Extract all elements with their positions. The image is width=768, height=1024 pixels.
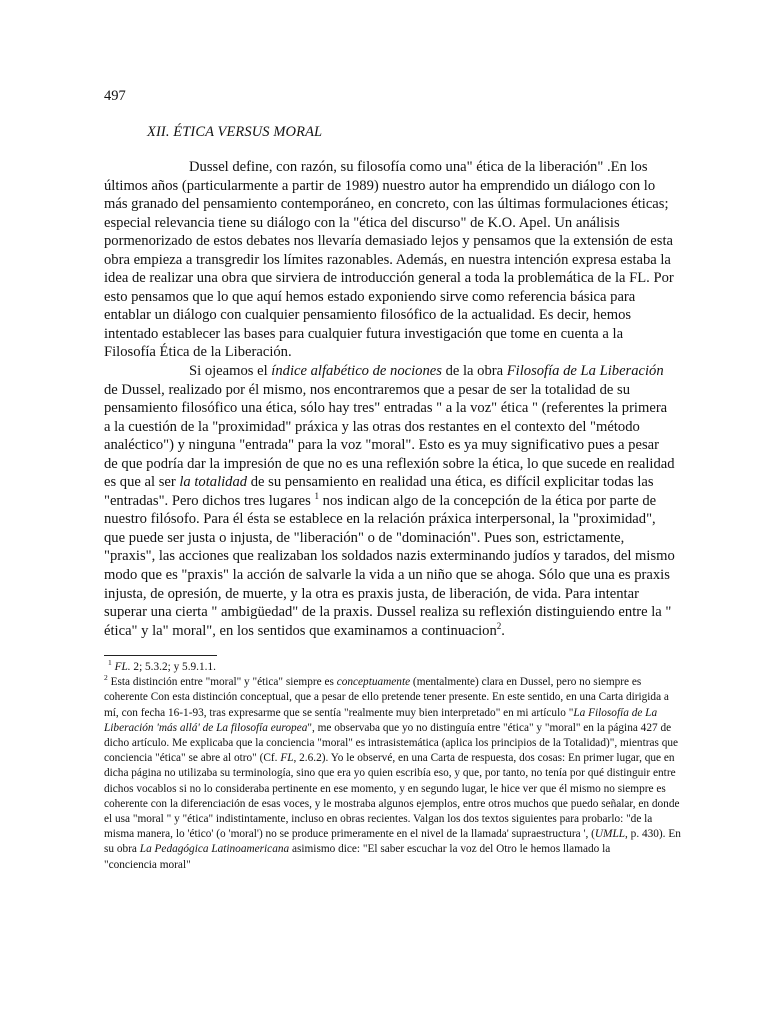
paragraph-2-italic: la totalidad	[179, 474, 248, 491]
footnote-italic: La Filosofía de La Liberación 'más allá' de La filosofía europea	[104, 706, 658, 734]
footnote-text: , 2.6.2). Yo le observé, en una Carta de respuesta, dos cosas: En primer lugar, que en dicha página no utilizaba su terminología, sino que era yo quien escribía eso, y que, por tanto, no tenía por qué distinguir entre dichos vocablos si no lo consideraba pertinente en ese momento, y en segundo lugar, le hice ver que él mismo no siempre es coherente con la diferenciación de esas voces, y le mostraba algunos ejemplos, entre otros muchos que puedo señalar, en donde el usa "moral " y "ética" indistintamente, incluso en obras recientes. Valgan los dos textos siguientes para probarlo: "de la misma manera, lo 'ético' (o 'moral') no se produce primeramente en el nivel de la llamada' supraestructura ', (	[104, 752, 680, 841]
paragraph-2	[104, 362, 676, 640]
footnote-text: , p. 430). En su obra	[104, 828, 681, 856]
footnote-text: asimismo dice: "El saber escuchar la voz del Otro le hemos llamado la	[289, 843, 611, 856]
paragraph-2-text: de su pensamiento en realidad una ética, es difícil explicitar todas las "entradas". Pero dichos tres lugares	[104, 474, 654, 509]
footnote-ref-2: 2	[496, 620, 502, 631]
footnote-ref-1: 1	[314, 490, 319, 501]
paragraph-2-text: .	[501, 622, 505, 639]
footnote-text: ", me observaba que yo no distinguía entre "ética" y "moral" en la página 427 de dicho artículo. Me explicaba que la conciencia "moral" es intrasistemática (aplica los principios de la Totalidad)", mientras que conciencia "ética" se abre al otro" (Cf.	[104, 721, 679, 765]
paragraph-2-text: nos indican algo de la concepción de la ética por parte de nuestro filósofo. Para él ésta se establece en la relación práxica interpersonal, la "proximidad", que puede ser justa o injusta, de "liberación" o de "dominación". Pues son, estrictamente, "praxis", las acciones que realizaban los soldados nazis exterminando judíos y tarados, del mismo modo que es "praxis" la acción de salvarle la vida a un niño que se ahoga. Sólo que una es praxis injusta, de opresión, de muerte, y la otra es praxis justa, de liberación, de vida. Para intentar superar una cierta " ambigüedad" de la praxis. Dussel realiza su reflexión distinguiendo entre la " ética" y la" moral", en los sentidos que examinamos a continuacion	[104, 492, 675, 639]
footnote-2	[104, 675, 684, 857]
footnote-text: Esta distinción entre "moral" y "ética" siempre es	[107, 676, 337, 689]
footnote-italic: La Pedagógica Latinoamericana	[139, 843, 290, 856]
footnote-number: 2	[104, 673, 108, 683]
page-number: 497	[104, 88, 126, 104]
paragraph-1: Dussel define, con razón, su filosofía como una" ética de la liberación" .En los últimos años (particularmente a partir de 1989) nuestro autor ha emprendido un diálogo con lo más granado del pensamiento contemporáneo, en concreto, con las últimas formulaciones éticas; especial relevancia tiene su diálogo con la "ética del discurso" de K.O. Apel. Un análisis pormenorizado de estos debates nos llevaría demasiado lejos y pensamos que la extensión de esta obra empieza a transgredir los límites razonables. Además, en nuestra intención expresa estaba la idea de realizar una obra que sirviera de introducción general a toda la problemática de la FL. Por esto pensamos que lo que aquí hemos estado exponiendo sirve como referencia básica para entablar un diálogo con cualquier pensamiento filosófico de la actualidad. Es decir, hemos intentado establecer las bases para cualquier futura investigación que tome en cuenta a la Filosofía Ética de la Liberación.	[104, 159, 674, 361]
paragraph-2-text: de la obra	[441, 363, 507, 380]
footnote-italic: conceptuamente	[336, 676, 411, 689]
footnote-2-continuation: "conciencia moral"	[104, 858, 191, 871]
footnote-number: 1	[108, 658, 112, 668]
body-text	[104, 158, 676, 640]
section-title: XII. ÉTICA VERSUS MORAL	[147, 124, 323, 140]
footnote-italic: FL	[280, 752, 294, 765]
paragraph-2-text: Si ojeamos el	[189, 363, 272, 380]
footnote-divider	[104, 655, 217, 656]
footnotes	[104, 660, 684, 873]
footnote-text: (mentalmente) clara en Dussel, pero no siempre es coherente Con esta distinción conceptual, que a pesar de ello pretende tener presente. En este sentido, en una Carta dirigida a mí, con fecha 16-1-93, tras expresarme que se sentía "realmente muy bien interpretado" en mi artículo "	[104, 676, 669, 719]
paragraph-2-text: de Dussel, realizado por él mismo, nos encontraremos que a pesar de ser la totalidad de su pensamiento filosófico una ética, sólo hay tres" entradas " a la voz" ética " (referentes la primera a la cuestión de la "proximidad" práxica y las otras dos restantes en el contexto del "método analéctico") y ninguna "entrada" para la voz "moral". Esto es ya muy significativo pues a pesar de que podría dar la impresión de que no es una reflexión sobre la ética, lo que sucede en realidad es que al ser	[104, 381, 675, 491]
footnote-text: 2; 5.3.2; y 5.9.1.1.	[130, 661, 216, 673]
footnote-italic: FL.	[114, 661, 131, 673]
footnote-1	[104, 660, 684, 675]
paragraph-2-italic: índice alfabético de nociones	[271, 363, 442, 380]
footnote-italic: UMLL	[594, 828, 626, 841]
paragraph-2-italic: Filosofía de La Liberación	[506, 363, 664, 380]
